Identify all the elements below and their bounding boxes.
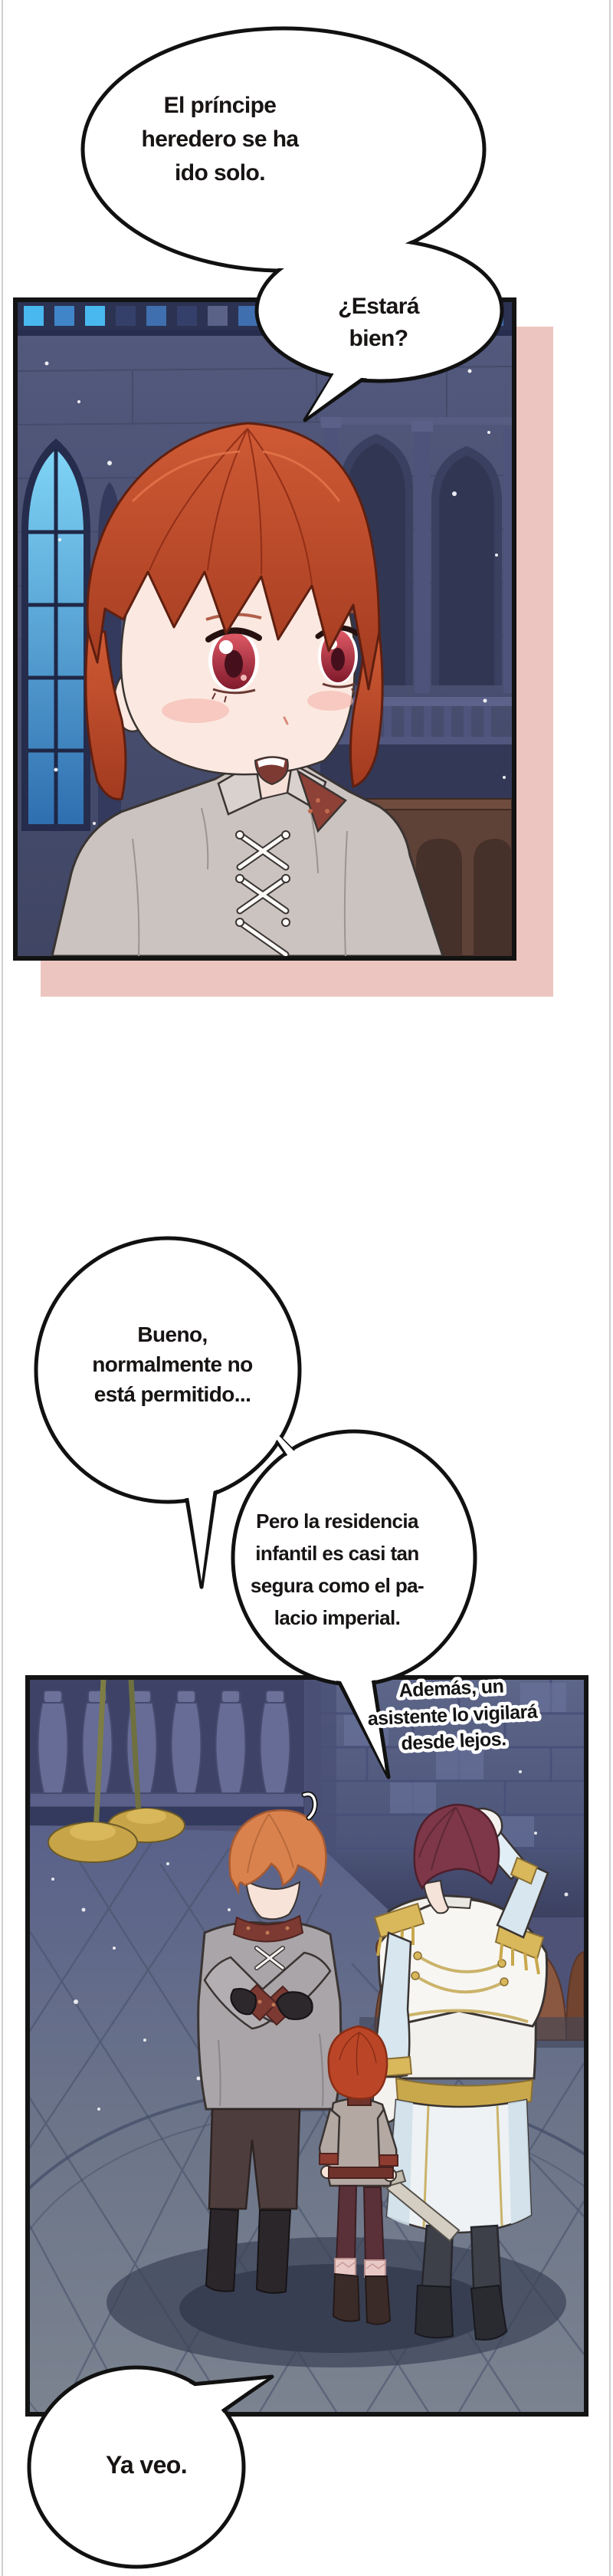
bubble4-line1: Pero la residencia (256, 1510, 418, 1533)
bubble4-line2: infantil es casi tan (255, 1542, 419, 1565)
bubble2-line1: ¿Estará (338, 294, 419, 319)
bubble5-line1: Ya veo. (105, 2451, 188, 2479)
bubble2-line2: bien? (349, 326, 408, 351)
bubble4-line3: segura como el pa- (250, 1574, 425, 1597)
speech-bubbles-top (0, 0, 613, 429)
bubble1-line3: ido solo. (175, 160, 265, 186)
caption-line2: asistente lo vigilará (367, 1700, 538, 1730)
speech-bubble-bottom (0, 2331, 322, 2576)
panel-2 (25, 1675, 588, 2417)
caption-line1: Además, un (398, 1675, 504, 1702)
bubble4-line4: lacio imperial. (274, 1606, 401, 1629)
bubble3-line1: Bueno, (137, 1322, 208, 1346)
page-edge-left (2, 0, 3, 2576)
bubble1-line1: El príncipe (163, 93, 277, 118)
bubble1-line2: heredero se ha (141, 127, 299, 152)
caption-overlay (329, 1653, 590, 1768)
bubble3-line3: está permitido... (93, 1382, 251, 1406)
caption-line3: desde lejos. (400, 1728, 507, 1755)
bubble3-line2: normalmente no (92, 1352, 253, 1376)
panel-2-scene (30, 1680, 584, 2412)
page-edge-right (609, 0, 611, 2576)
